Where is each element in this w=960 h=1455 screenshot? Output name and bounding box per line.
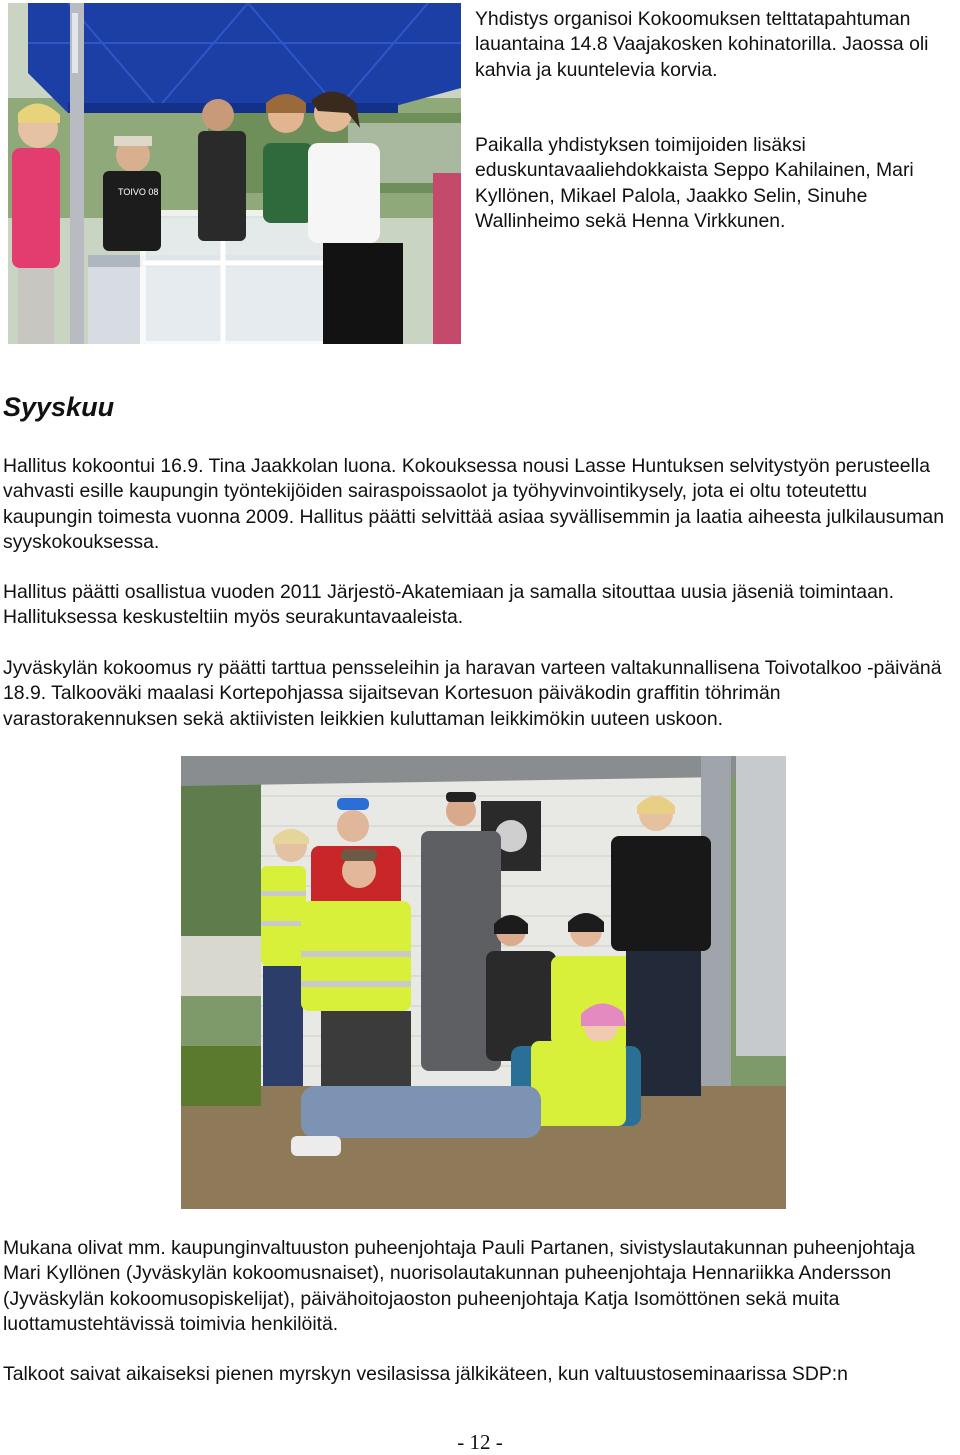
body-paragraph-5: Talkoot saivat aikaiseksi pienen myrskyn vesilasissa jälkikäteen, kun valtuustoseminaarissa SDP:n — [3, 1363, 848, 1385]
volunteers-group-photo-art — [181, 756, 786, 1209]
body-paragraph-4: Mukana olivat mm. kaupunginvaltuuston puheenjohtaja Pauli Partanen, sivistyslautakunnan puheenjohtaja Mari Kyllönen (Jyväskylän kokoomusnaiset), nuorisolautakunnan puheenjohtaja Hennariikka Andersson (Jyväskylän kokoomusopiskelijat), päivähoitojaoston puheenjohtaja Katja Isomöttönen sekä muita luottamustehtävissä toimivia henkilöitä. — [3, 1237, 915, 1335]
event-paragraph-1: Yhdistys organisoi Kokoomuksen telttatapahtuman lauantaina 14.8 Vaajakosken kohinatorilla. Jaossa oli kahvia ja kuuntelevia korvia. — [475, 8, 929, 81]
body-paragraph-2: Hallitus päätti osallistua vuoden 2011 Järjestö-Akatemiaan ja samalla sitouttaa uusia jäseniä toimintaan. Hallituksessa keskusteltiin myös seurakuntavaaleista. — [3, 581, 895, 629]
body-paragraph-3: Jyväskylän kokoomus ry päätti tarttua pensseleihin ja haravan varteen valtakunnallisena Toivotalkoo -päivänä 18.9. Talkooväki maalasi Kortepohjassa sijaitsevan Kortesuon päiväkodin graffitin töhrimän varastorakennuksen sekä aktiivisten leikkien kuluttaman leikkimökin uuteen uskoon. — [3, 657, 942, 730]
body-paragraph-1: Hallitus kokoontui 16.9. Tina Jaakkolan luona. Kokouksessa nousi Lasse Huntuksen selvitystyön perusteella vahvasti esille kaupungin työntekijöiden sairaspoissaolot ja työhyvinvointikysely, jota ei oltu toteutettu kaupungin toimesta vuonna 2009. Hallitus päätti selvittää asiaa syvällisemmin ja laatia aiheesta julkilausuman syyskokouksessa. — [3, 455, 944, 553]
event-paragraph-2: Paikalla yhdistyksen toimijoiden lisäksi eduskuntavaaliehdokkaista Seppo Kahilainen, Mari Kyllönen, Mikael Palola, Jaakko Selin, Sinuhe Wallinheimo sekä Henna Virkkunen. — [475, 134, 914, 232]
section-heading: Syyskuu — [3, 392, 115, 422]
tent-event-photo — [8, 3, 461, 344]
volunteers-group-photo — [181, 756, 786, 1209]
shirt-text: TOIVO 08 — [118, 187, 159, 197]
page-number: - 12 - — [457, 1430, 503, 1454]
tent-event-photo-art — [8, 3, 461, 344]
